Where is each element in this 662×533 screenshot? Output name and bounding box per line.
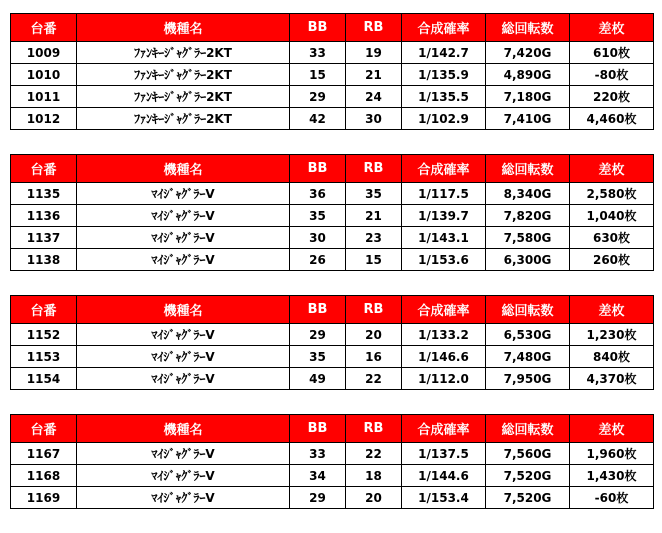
total-spins-cell: 8,340G: [486, 183, 570, 205]
bb-count-cell: 42: [290, 108, 346, 130]
header-machine-number: 台番: [11, 14, 77, 42]
rb-count-cell: 18: [346, 465, 402, 487]
combined-probability-cell: 1/117.5: [402, 183, 486, 205]
header-rb: RB: [346, 415, 402, 443]
header-machine-name: 機種名: [77, 155, 290, 183]
combined-probability-cell: 1/146.6: [402, 346, 486, 368]
machine-number-cell: 1137: [11, 227, 77, 249]
combined-probability-cell: 1/102.9: [402, 108, 486, 130]
rb-count-cell: 20: [346, 487, 402, 509]
rb-count-cell: 30: [346, 108, 402, 130]
bb-count-cell: 33: [290, 42, 346, 64]
bb-count-cell: 29: [290, 86, 346, 108]
rb-count-cell: 24: [346, 86, 402, 108]
table-row: [11, 64, 654, 86]
bb-count-cell: 29: [290, 487, 346, 509]
machine-name-cell: ﾏｲｼﾞｬｸﾞﾗｰV: [77, 368, 290, 390]
combined-probability-cell: 1/139.7: [402, 205, 486, 227]
table-row: [11, 324, 654, 346]
header-machine-name: 機種名: [77, 415, 290, 443]
rb-count-cell: 22: [346, 368, 402, 390]
table-row: [11, 183, 654, 205]
header-rb: RB: [346, 296, 402, 324]
header-machine-number: 台番: [11, 155, 77, 183]
total-spins-cell: 7,420G: [486, 42, 570, 64]
bb-count-cell: 36: [290, 183, 346, 205]
machine-name-cell: ﾏｲｼﾞｬｸﾞﾗｰV: [77, 249, 290, 271]
combined-probability-cell: 1/153.6: [402, 249, 486, 271]
machine-number-cell: 1011: [11, 86, 77, 108]
rb-count-cell: 15: [346, 249, 402, 271]
header-bb: BB: [290, 415, 346, 443]
table-row: [11, 205, 654, 227]
machine-group-table: [10, 154, 654, 271]
header-bb: BB: [290, 14, 346, 42]
machine-name-cell: ﾏｲｼﾞｬｸﾞﾗｰV: [77, 227, 290, 249]
bb-count-cell: 26: [290, 249, 346, 271]
machine-number-cell: 1153: [11, 346, 77, 368]
table-header-row: [11, 415, 654, 443]
coin-difference-cell: 260枚: [570, 249, 654, 271]
machine-group-table: [10, 13, 654, 130]
total-spins-cell: 7,580G: [486, 227, 570, 249]
machine-number-cell: 1135: [11, 183, 77, 205]
coin-difference-cell: 2,580枚: [570, 183, 654, 205]
header-machine-name: 機種名: [77, 14, 290, 42]
table-row: [11, 42, 654, 64]
rb-count-cell: 21: [346, 205, 402, 227]
machine-name-cell: ﾏｲｼﾞｬｸﾞﾗｰV: [77, 443, 290, 465]
coin-difference-cell: -80枚: [570, 64, 654, 86]
header-total-spins: 総回転数: [486, 296, 570, 324]
machine-group-table: [10, 295, 654, 390]
total-spins-cell: 7,520G: [486, 487, 570, 509]
total-spins-cell: 7,520G: [486, 465, 570, 487]
machine-group-table: [10, 414, 654, 509]
bb-count-cell: 35: [290, 205, 346, 227]
table-row: [11, 368, 654, 390]
table-row: [11, 465, 654, 487]
total-spins-cell: 7,820G: [486, 205, 570, 227]
combined-probability-cell: 1/144.6: [402, 465, 486, 487]
total-spins-cell: 4,890G: [486, 64, 570, 86]
table-row: [11, 346, 654, 368]
machine-number-cell: 1010: [11, 64, 77, 86]
machine-name-cell: ﾌｧﾝｷｰｼﾞｬｸﾞﾗｰ2KT: [77, 64, 290, 86]
table-header-row: [11, 296, 654, 324]
machine-name-cell: ﾏｲｼﾞｬｸﾞﾗｰV: [77, 183, 290, 205]
machine-number-cell: 1169: [11, 487, 77, 509]
combined-probability-cell: 1/153.4: [402, 487, 486, 509]
rb-count-cell: 21: [346, 64, 402, 86]
machine-number-cell: 1138: [11, 249, 77, 271]
total-spins-cell: 6,530G: [486, 324, 570, 346]
machine-name-cell: ﾏｲｼﾞｬｸﾞﾗｰV: [77, 346, 290, 368]
table-row: [11, 249, 654, 271]
bb-count-cell: 29: [290, 324, 346, 346]
header-total-spins: 総回転数: [486, 14, 570, 42]
header-total-spins: 総回転数: [486, 415, 570, 443]
header-coin-difference: 差枚: [570, 415, 654, 443]
machine-name-cell: ﾏｲｼﾞｬｸﾞﾗｰV: [77, 487, 290, 509]
coin-difference-cell: 630枚: [570, 227, 654, 249]
combined-probability-cell: 1/137.5: [402, 443, 486, 465]
combined-probability-cell: 1/133.2: [402, 324, 486, 346]
combined-probability-cell: 1/112.0: [402, 368, 486, 390]
header-machine-number: 台番: [11, 415, 77, 443]
header-machine-name: 機種名: [77, 296, 290, 324]
coin-difference-cell: 1,040枚: [570, 205, 654, 227]
machine-number-cell: 1168: [11, 465, 77, 487]
coin-difference-cell: 4,370枚: [570, 368, 654, 390]
machine-name-cell: ﾌｧﾝｷｰｼﾞｬｸﾞﾗｰ2KT: [77, 86, 290, 108]
table-header-row: [11, 155, 654, 183]
coin-difference-cell: 610枚: [570, 42, 654, 64]
bb-count-cell: 34: [290, 465, 346, 487]
rb-count-cell: 20: [346, 324, 402, 346]
bb-count-cell: 30: [290, 227, 346, 249]
coin-difference-cell: -60枚: [570, 487, 654, 509]
header-combined-probability: 合成確率: [402, 415, 486, 443]
header-bb: BB: [290, 296, 346, 324]
machine-number-cell: 1154: [11, 368, 77, 390]
coin-difference-cell: 840枚: [570, 346, 654, 368]
rb-count-cell: 19: [346, 42, 402, 64]
table-row: [11, 487, 654, 509]
total-spins-cell: 7,950G: [486, 368, 570, 390]
table-row: [11, 108, 654, 130]
coin-difference-cell: 1,230枚: [570, 324, 654, 346]
result-tables: [10, 13, 653, 533]
table-header-row: [11, 14, 654, 42]
machine-number-cell: 1009: [11, 42, 77, 64]
rb-count-cell: 23: [346, 227, 402, 249]
header-total-spins: 総回転数: [486, 155, 570, 183]
table-row: [11, 227, 654, 249]
total-spins-cell: 7,560G: [486, 443, 570, 465]
machine-name-cell: ﾌｧﾝｷｰｼﾞｬｸﾞﾗｰ2KT: [77, 42, 290, 64]
coin-difference-cell: 4,460枚: [570, 108, 654, 130]
machine-number-cell: 1167: [11, 443, 77, 465]
header-combined-probability: 合成確率: [402, 155, 486, 183]
header-rb: RB: [346, 155, 402, 183]
bb-count-cell: 49: [290, 368, 346, 390]
combined-probability-cell: 1/135.5: [402, 86, 486, 108]
combined-probability-cell: 1/143.1: [402, 227, 486, 249]
rb-count-cell: 35: [346, 183, 402, 205]
table-row: [11, 443, 654, 465]
total-spins-cell: 7,410G: [486, 108, 570, 130]
header-coin-difference: 差枚: [570, 155, 654, 183]
combined-probability-cell: 1/135.9: [402, 64, 486, 86]
table-row: [11, 86, 654, 108]
total-spins-cell: 7,180G: [486, 86, 570, 108]
bb-count-cell: 15: [290, 64, 346, 86]
coin-difference-cell: 220枚: [570, 86, 654, 108]
header-machine-number: 台番: [11, 296, 77, 324]
machine-name-cell: ﾏｲｼﾞｬｸﾞﾗｰV: [77, 324, 290, 346]
header-combined-probability: 合成確率: [402, 14, 486, 42]
bb-count-cell: 35: [290, 346, 346, 368]
total-spins-cell: 6,300G: [486, 249, 570, 271]
bb-count-cell: 33: [290, 443, 346, 465]
machine-name-cell: ﾏｲｼﾞｬｸﾞﾗｰV: [77, 205, 290, 227]
machine-number-cell: 1012: [11, 108, 77, 130]
header-rb: RB: [346, 14, 402, 42]
machine-number-cell: 1136: [11, 205, 77, 227]
header-coin-difference: 差枚: [570, 14, 654, 42]
header-coin-difference: 差枚: [570, 296, 654, 324]
machine-name-cell: ﾏｲｼﾞｬｸﾞﾗｰV: [77, 465, 290, 487]
combined-probability-cell: 1/142.7: [402, 42, 486, 64]
header-bb: BB: [290, 155, 346, 183]
machine-name-cell: ﾌｧﾝｷｰｼﾞｬｸﾞﾗｰ2KT: [77, 108, 290, 130]
total-spins-cell: 7,480G: [486, 346, 570, 368]
coin-difference-cell: 1,430枚: [570, 465, 654, 487]
coin-difference-cell: 1,960枚: [570, 443, 654, 465]
machine-number-cell: 1152: [11, 324, 77, 346]
header-combined-probability: 合成確率: [402, 296, 486, 324]
rb-count-cell: 16: [346, 346, 402, 368]
rb-count-cell: 22: [346, 443, 402, 465]
